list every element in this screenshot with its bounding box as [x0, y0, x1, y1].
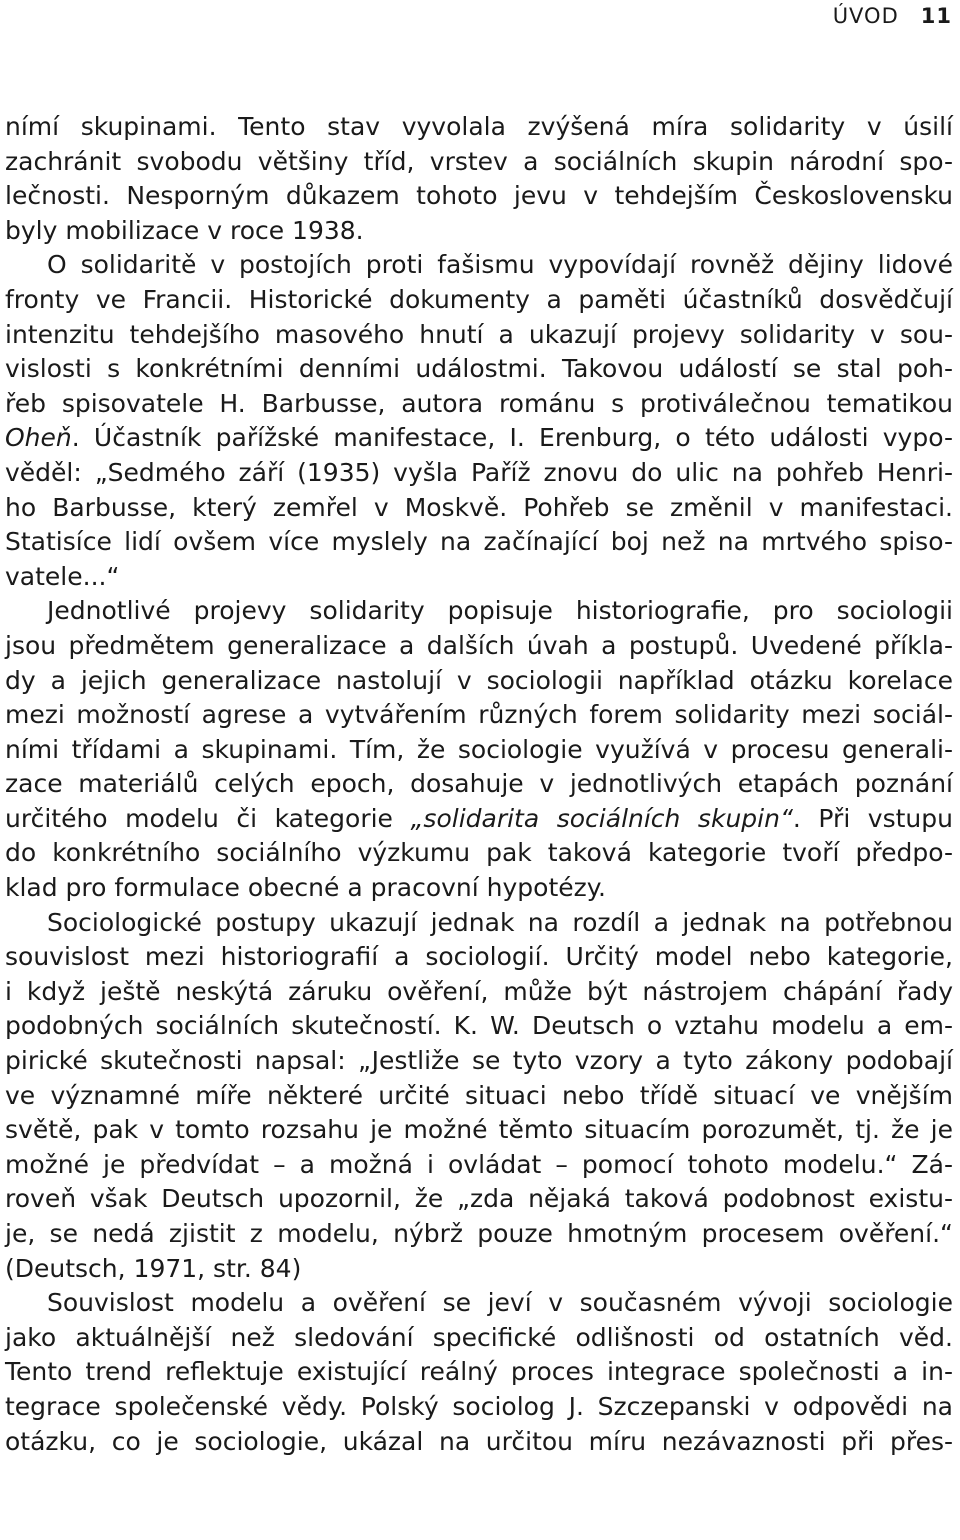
text-segment: Souvislost modelu a ověření se jeví v současném vývoji sociologie [47, 1288, 953, 1318]
text-line [5, 767, 953, 802]
text-line [5, 664, 953, 699]
text-line [5, 1425, 953, 1460]
text-segment: roveň však Deutsch upozornil, že „zda nějaká taková podobnost existu- [5, 1184, 953, 1214]
text-line [5, 836, 953, 871]
text-line [5, 802, 953, 837]
text-line [5, 110, 953, 145]
text-line [5, 145, 953, 180]
text-line [5, 491, 953, 526]
text-segment: tegrace společenské vědy. Polský sociolog J. Szczepanski v odpovědi na [5, 1391, 953, 1421]
text-line [5, 1217, 953, 1252]
text-segment: pirické skutečnosti napsal: „Jestliže se tyto vzory a tyto zákony podobají [5, 1046, 953, 1076]
text-segment: do konkrétního sociálního výzkumu pak taková kategorie tvoří předpo- [5, 838, 953, 868]
text-segment: vislosti s konkrétními denními událostmi. Takovou událostí se stal poh- [5, 354, 953, 384]
text-segment: mezi možností agrese a vytvářením různých forem solidarity mezi sociál- [5, 700, 953, 730]
text-segment: podobných sociálních skutečností. K. W. Deutsch o vztahu modelu a em- [5, 1011, 953, 1041]
text-segment: . Účastník pařížské manifestace, I. Erenburg, o této události vypo- [71, 423, 953, 453]
italic-text: Oheň [5, 423, 72, 453]
text-segment: zace materiálů celých epoch, dosahuje v jednotlivých etapách poznání [5, 769, 953, 799]
text-line [5, 733, 953, 768]
text-segment: možné je předvídat – a možná i ovládat – pomocí tohoto modelu.“ Zá- [5, 1149, 953, 1179]
text-line [5, 1321, 953, 1356]
text-segment: jako aktuálnější než sledování specifické odlišnosti od ostatních věd. [5, 1322, 953, 1352]
text-line [5, 1182, 953, 1217]
text-segment: Jednotlivé projevy solidarity popisuje historiografie, pro sociologii [47, 596, 953, 626]
text-line [5, 1079, 953, 1114]
text-line [5, 975, 953, 1010]
text-segment: věděl: „Sedmého září (1935) vyšla Paříž znovu do ulic na pohřeb Henri- [5, 457, 953, 487]
text-segment: (Deutsch, 1971, str. 84) [5, 1253, 302, 1283]
text-segment: Sociologické postupy ukazují jednak na rozdíl a jednak na potřebnou [47, 907, 953, 937]
text-segment: klad pro formulace obecné a pracovní hypotézy. [5, 873, 606, 903]
text-line [5, 594, 953, 629]
italic-text: „solidarita sociálních skupin“ [410, 803, 793, 833]
text-line [5, 456, 953, 491]
text-line [5, 214, 953, 249]
running-head [833, 4, 952, 28]
text-segment: zachránit svobodu většiny tříd, vrstev a sociálních skupin národní spo- [5, 146, 953, 176]
text-line [5, 1390, 953, 1425]
text-segment: ho Barbusse, který zemřel v Moskvě. Pohřeb se změnil v manifestaci. [5, 492, 953, 522]
text-line [5, 1148, 953, 1183]
text-line [5, 179, 953, 214]
text-line [5, 387, 953, 422]
text-segment: byly mobilizace v roce 1938. [5, 215, 364, 245]
text-segment: intenzitu tehdejšího masového hnutí a ukazují projevy solidarity v sou- [5, 319, 953, 349]
text-segment: lečnosti. Nesporným důkazem tohoto jevu v tehdejším Československu [5, 181, 953, 211]
text-line [5, 1355, 953, 1390]
text-line [5, 248, 953, 283]
text-line [5, 906, 953, 941]
body-text [5, 110, 953, 1459]
text-segment: je, se nedá zjistit z modelu, nýbrž pouze hmotným procesem ověření.“ [5, 1219, 953, 1248]
text-line [5, 560, 953, 595]
text-segment: jsou předmětem generalizace a dalších úvah a postupů. Uvedené příkla- [5, 630, 953, 660]
text-segment: fronty ve Francii. Historické dokumenty a paměti účastníků dosvědčují [5, 284, 953, 314]
text-segment: . Při vstupu [792, 803, 953, 833]
page-number: 11 [920, 4, 952, 28]
text-segment: ními třídami a skupinami. Tím, že sociologie využívá v procesu generali- [5, 734, 953, 764]
text-line [5, 629, 953, 664]
text-segment: Tento trend reflektuje existující reálný proces integrace společnosti a in- [5, 1357, 953, 1387]
text-line [5, 283, 953, 318]
text-line [5, 352, 953, 387]
text-line [5, 1009, 953, 1044]
text-segment: Statisíce lidí ovšem více myslely na začínající boj než na mrtvého spiso- [5, 527, 953, 557]
text-segment: vatele...“ [5, 561, 120, 591]
text-segment: řeb spisovatele H. Barbusse, autora románu s protiválečnou tematikou [5, 388, 953, 418]
text-segment: otázku, co je sociologie, ukázal na určitou míru nezávaznosti při přes- [5, 1426, 953, 1456]
section-title: ÚVOD [832, 4, 899, 28]
text-segment: určitého modelu či kategorie [5, 803, 411, 833]
text-segment: dy a jejich generalizace nastolují v sociologii například otázku korelace [5, 665, 953, 695]
text-segment: i když ještě neskýtá záruku ověření, může být nástrojem chápání řady [5, 976, 953, 1006]
text-line [5, 871, 953, 906]
text-line [5, 525, 953, 560]
text-segment: ve významné míře některé určité situaci nebo třídě situací ve vnějším [5, 1080, 953, 1110]
text-line [5, 318, 953, 353]
text-segment: světě, pak v tomto rozsahu je možné těmto situacím porozumět, tj. že je [5, 1115, 953, 1145]
text-line [5, 940, 953, 975]
text-segment: O solidaritě v postojích proti fašismu vypovídají rovněž dějiny lidové [47, 250, 953, 280]
text-segment: nímí skupinami. Tento stav vyvolala zvýšená míra solidarity v úsilí [5, 112, 953, 141]
text-line [5, 1044, 953, 1079]
text-line [5, 1286, 953, 1321]
text-line [5, 698, 953, 733]
text-line [5, 1252, 953, 1287]
text-line [5, 1113, 953, 1148]
text-line [5, 421, 953, 456]
text-segment: souvislost mezi historiografií a sociologií. Určitý model nebo kategorie, [5, 942, 953, 972]
